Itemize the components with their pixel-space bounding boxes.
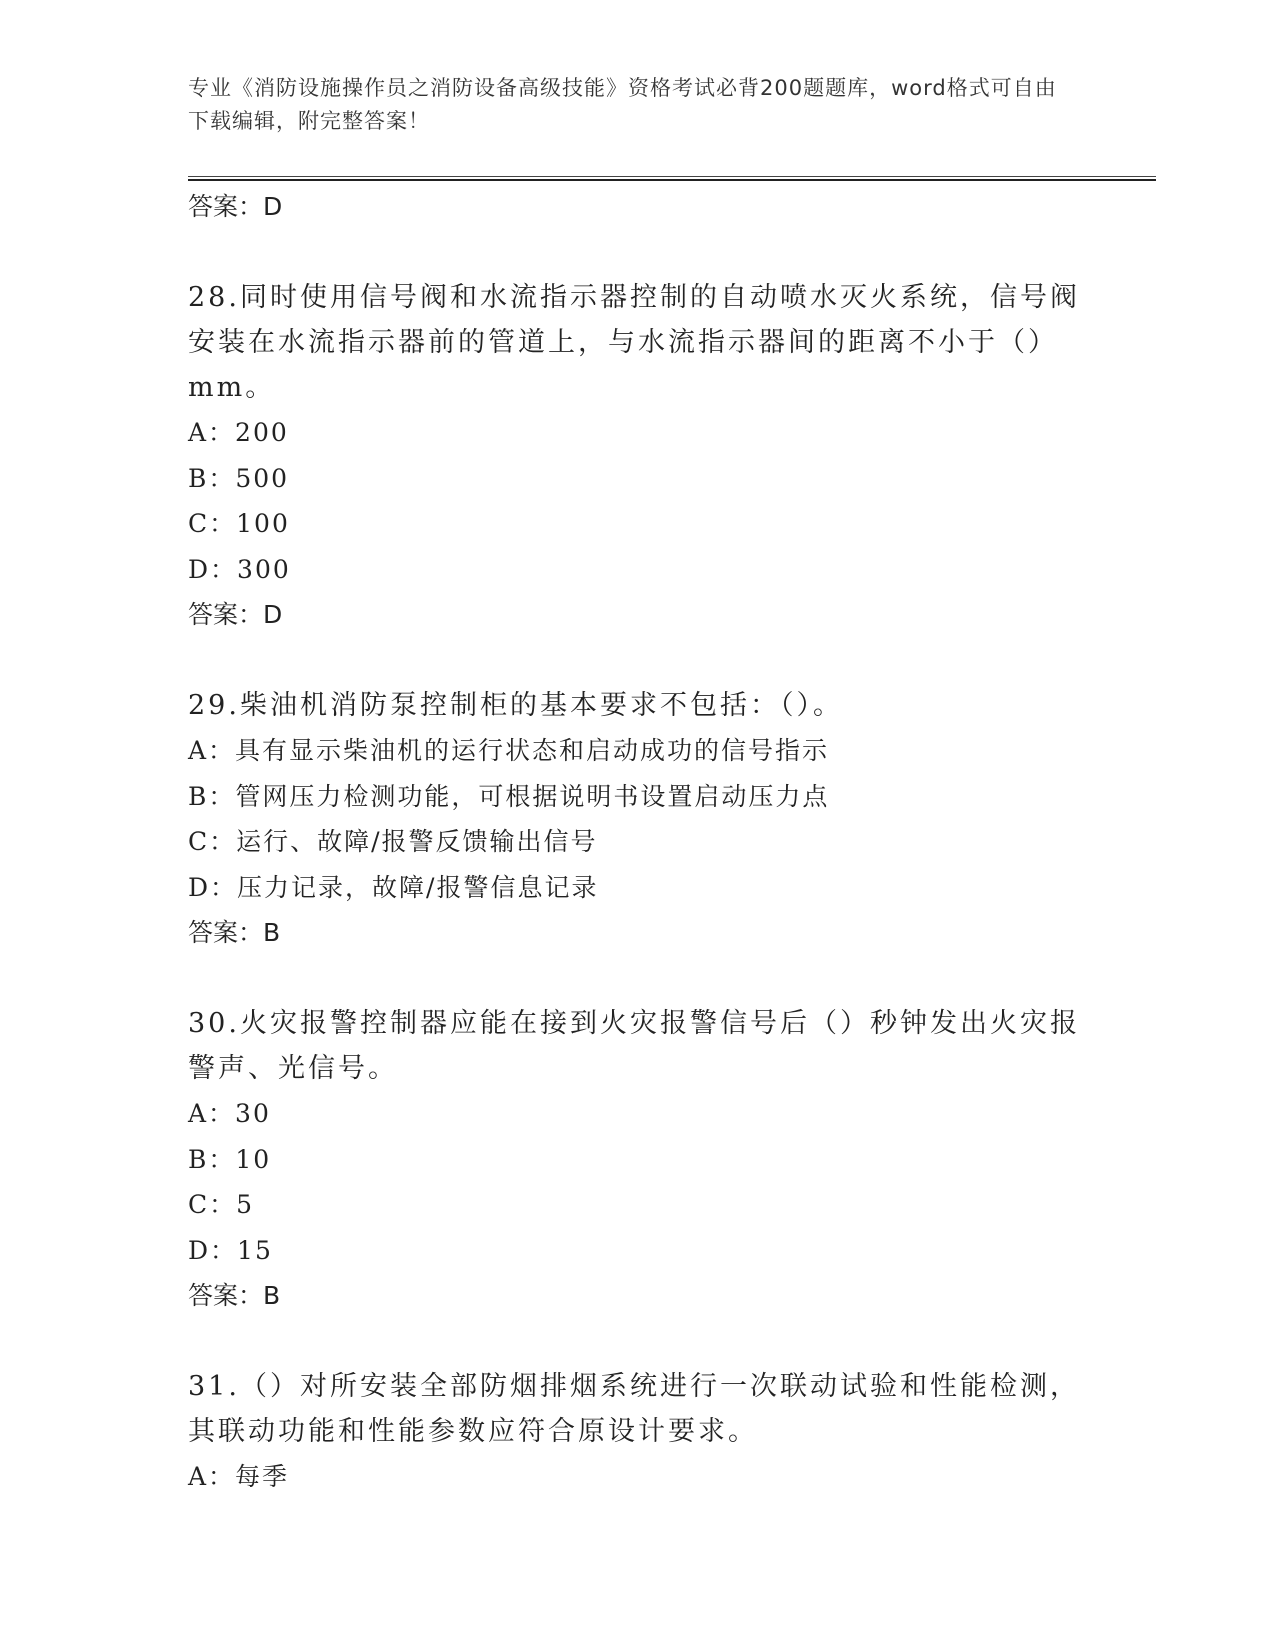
option-c: C：5 (188, 1190, 255, 1219)
option-c: C：运行、故障/报警反馈输出信号 (188, 827, 598, 856)
option-d: D：15 (188, 1235, 273, 1265)
page-header: 专业《消防设施操作员之消防设备高级技能》资格考试必背200题题库，word格式可自由下载编辑，附完整答案！ (188, 76, 1057, 133)
answer-line: 答案：B (188, 918, 281, 947)
option-b: B：10 (188, 1144, 272, 1174)
answer-line: 答案：D (188, 600, 283, 629)
option-a: A：每季 (188, 1462, 290, 1491)
option-a: A：30 (188, 1099, 271, 1128)
question-stem: 28.同时使用信号阀和水流指示器控制的自动喷水灭火系统，信号阀安装在水流指示器前的管道上，与水流指示器间的距离不小于（）mm。 (188, 282, 1080, 403)
option-a: A：具有显示柴油机的运行状态和启动成功的信号指示 (188, 736, 830, 765)
option-d: D：300 (188, 554, 291, 584)
question-30 (188, 956, 1088, 1319)
question-stem: 29.柴油机消防泵控制柜的基本要求不包括：（）。 (188, 690, 843, 721)
answer-line: 答案：B (188, 1281, 281, 1310)
option-c: C：100 (188, 509, 290, 538)
option-a: A：200 (188, 418, 289, 447)
question-31 (188, 1319, 1088, 1500)
question-29 (188, 638, 1088, 956)
question-28 (188, 230, 1088, 638)
question-stem: 30.火灾报警控制器应能在接到火灾报警信号后（）秒钟发出火灾报警声、光信号。 (188, 1008, 1080, 1084)
question-stem: 31.（）对所安装全部防烟排烟系统进行一次联动试验和性能检测，其联动功能和性能参数应符合原设计要求。 (188, 1371, 1080, 1447)
document-body (188, 184, 1088, 1500)
option-d: D：压力记录，故障/报警信息记录 (188, 872, 599, 902)
answer-line: 答案：D (188, 192, 283, 221)
option-b: B：500 (188, 463, 290, 493)
option-b: B：管网压力检测功能，可根据说明书设置启动压力点 (188, 781, 830, 811)
header-divider (188, 176, 1156, 181)
